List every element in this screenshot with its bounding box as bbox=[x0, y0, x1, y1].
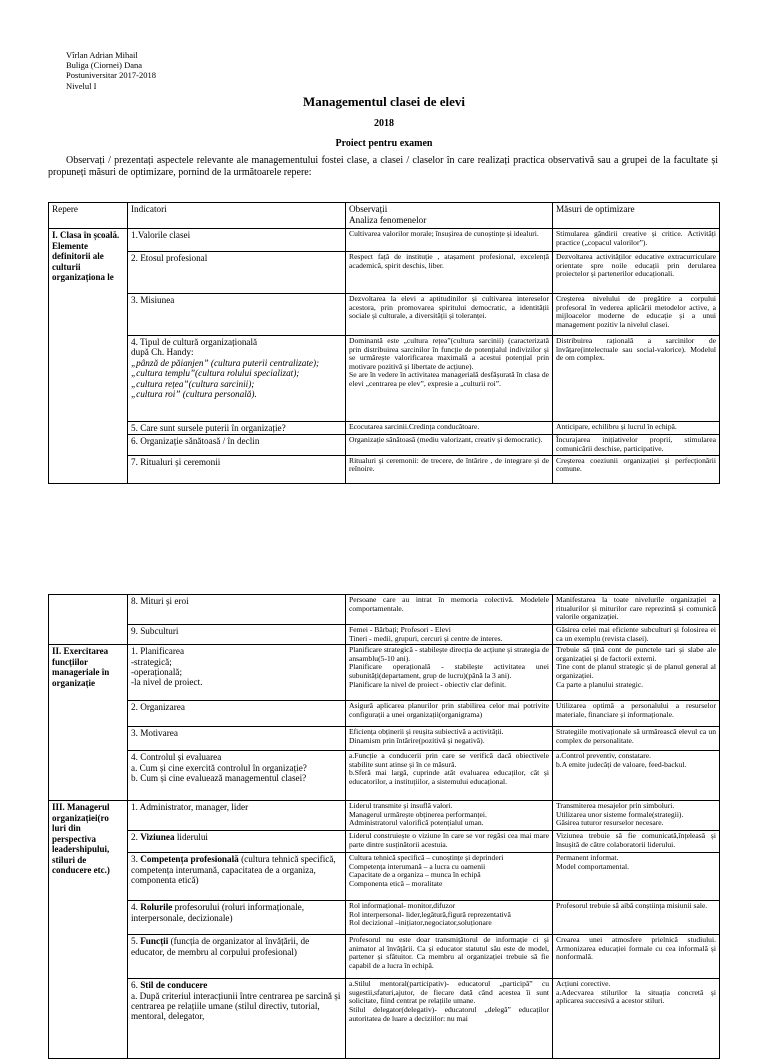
measure-line: a.Adecvarea stilurilor la situația concretă și aplicarea succesivă a acestor stiluri. bbox=[556, 987, 716, 1006]
indicator-line: -strategică; bbox=[131, 656, 172, 667]
measure-line: a.Control preventiv, constatare. bbox=[556, 751, 652, 761]
indicator-cell bbox=[128, 701, 346, 727]
indicator-line: 5. Funcții (funcția de organizator al învățării, de educator, de membru al corpului profesional) bbox=[131, 936, 310, 957]
indicator-line: 1. Administrator, manager, lider bbox=[131, 802, 249, 813]
observation-cell bbox=[346, 294, 553, 336]
measure-line: Creșterea nivelului de pregătire a corpului profesoral în vederea aplicării metodelor active, a mijloacelor moderne de educație și a unui management pozitiv la nivelul clasei. bbox=[556, 294, 716, 329]
observation-line: Femei - Bărbați; Profesori - Elevi bbox=[349, 625, 451, 634]
document-title: Managementul clasei de elevi bbox=[302, 94, 466, 109]
measure-cell bbox=[553, 979, 720, 1059]
indicator-line: 1. Planificarea bbox=[131, 646, 185, 657]
table-row bbox=[49, 935, 720, 979]
observation-line: a.Funcție a conducerii prin care se verifică dacă obiectivele stabilite sunt atinse și în ce măsură. bbox=[349, 751, 549, 769]
observation-line: Rol decizional –inițiator,negociator,soluționare bbox=[349, 918, 492, 928]
observation-line: Eficiența obținerii și reușita subiectivă a activității. bbox=[349, 727, 504, 737]
indicator-line: „cultura roi” (cultura personală). bbox=[131, 389, 257, 400]
measure-cell bbox=[553, 901, 720, 935]
indicator-keyword: Competența profesională bbox=[140, 854, 239, 865]
observation-line: Competența interumană – a lucra cu oamenii bbox=[349, 861, 486, 871]
measure-line: Transmiterea mesajelor prin simboluri. bbox=[556, 801, 675, 811]
measure-cell bbox=[553, 801, 720, 831]
table-row bbox=[49, 455, 720, 483]
indicator-line: 3. Motivarea bbox=[131, 728, 178, 739]
author-line: Postuniversitar 2017-2018 bbox=[66, 70, 156, 81]
indicator-cell bbox=[128, 229, 346, 252]
measure-line: Ca parte a planului strategic. bbox=[556, 679, 644, 689]
indicator-line: 9. Subculturi bbox=[131, 626, 179, 636]
indicator-cell bbox=[128, 252, 346, 294]
measure-cell bbox=[553, 935, 720, 979]
header-masuri: Măsuri de optimizare bbox=[553, 203, 720, 229]
measure-line: Trebuie să țină cont de punctele tari și slabe ale organizației și de factorii externi. bbox=[556, 645, 716, 663]
measure-line: Creșterea coeziunii organizației și perfecționării comune. bbox=[556, 455, 716, 474]
indicator-line: „cultura templu”(cultura rolului specializat); bbox=[131, 368, 300, 379]
section-1-label: I. Clasa în școală. Elemente definitorii ale culturii organizaționa le bbox=[49, 229, 128, 484]
measure-cell bbox=[553, 336, 720, 422]
table-row bbox=[49, 979, 720, 1059]
table-row bbox=[49, 625, 720, 645]
measure-line: Model comportamental. bbox=[556, 861, 629, 871]
measure-line: b.A emite judecăți de valoare, feed-backul. bbox=[556, 759, 687, 769]
observation-line: b.Sferă mai largă, cuprinde atât evaluarea educaților, cât și educatorilor, a instituțiilor, a sistemului educațional. bbox=[349, 768, 549, 786]
observation-line: Cultura tehnică specifică – cunoștințe și deprinderi bbox=[349, 853, 504, 863]
observation-cell bbox=[346, 801, 553, 831]
measure-line: Dezvoltarea activităților educative extracurriculare orientate spre noile educații prin derularea proiectelor și partenerilor educaționali. bbox=[556, 252, 716, 279]
observation-line: a.Stilul mentoral(participativ)- educatorul „participă” cu sugestii,sfaturi,ajutor, de fiecare dată când acestea îi sunt solicitate, fiind centrat pe relațiile umane. bbox=[349, 979, 549, 1006]
indicator-line: după Ch. Handy: bbox=[131, 347, 194, 358]
measure-line: Crearea unei atmosfere prielnică studiului. Armonizarea educației formale cu cea informală și nonformală. bbox=[556, 935, 716, 962]
table-row bbox=[49, 831, 720, 853]
observation-cell bbox=[346, 422, 553, 435]
observation-cell bbox=[346, 336, 553, 422]
measure-cell bbox=[553, 853, 720, 901]
measure-cell bbox=[553, 435, 720, 455]
indicator-keyword: Stil de conducere bbox=[140, 980, 208, 991]
observation-cell bbox=[346, 229, 553, 252]
observation-line: Administratorul valorifică potențialul uman. bbox=[349, 818, 484, 828]
indicator-line: a. Cum și cine exercită controlul în organizație? bbox=[131, 762, 307, 773]
observation-line: Capacitate de a organiza – munca în echipă bbox=[349, 870, 481, 880]
observation-cell bbox=[346, 901, 553, 935]
observation-line: Rol interpersonal- lider,legătură,figură reprezentativă bbox=[349, 909, 511, 919]
indicator-cell bbox=[128, 979, 346, 1059]
table-row bbox=[49, 645, 720, 701]
observation-line: Organizație sănătoasă (mediu valorizant, creativ și democratic). bbox=[349, 435, 543, 445]
indicator-cell bbox=[128, 727, 346, 751]
observation-line: Stilul delegator(delegativ)- educatorul „delegă” educaților autoritatea de luare a deciziilor: nu mai bbox=[349, 1004, 549, 1023]
indicator-line: 3. Competența profesională (cultura tehnică specifică, competența interumană, capacitatea de a organiza, componenta etică) bbox=[131, 854, 336, 885]
measure-cell bbox=[553, 831, 720, 853]
indicator-line: b. Cum și cine evaluează managementul clasei? bbox=[131, 773, 307, 783]
section-2-label: II. Exercitarea funcțiilor manageriale în organizație bbox=[49, 645, 128, 801]
indicator-cell bbox=[128, 935, 346, 979]
indicator-line: 4. Rolurile profesorului (roluri informaționale, interpersonale, decizionale) bbox=[131, 902, 304, 923]
measure-cell bbox=[553, 595, 720, 625]
indicator-cell bbox=[128, 751, 346, 801]
indicator-line: 7. Ritualuri și ceremonii bbox=[131, 456, 221, 467]
author-line: Vîrlan Adrian Mihail bbox=[66, 50, 138, 60]
indicator-line: 3. Misiunea bbox=[131, 295, 175, 305]
measure-cell bbox=[553, 294, 720, 336]
indicator-line: 2. Viziunea liderului bbox=[131, 832, 208, 843]
observation-line: Cultivarea valorilor morale; însușirea de cunoștințe și idealuri. bbox=[349, 229, 539, 238]
table-row bbox=[49, 595, 720, 625]
observation-cell bbox=[346, 701, 553, 727]
observation-cell bbox=[346, 435, 553, 455]
observation-cell bbox=[346, 645, 553, 701]
table-header-row bbox=[49, 203, 720, 229]
indicator-cell bbox=[128, 801, 346, 831]
observation-line: Planificare operațională - stabilește activitatea unei subunități(departament, grup de lucru)(până la 3 ani). bbox=[349, 662, 549, 680]
observation-line: Componenta etică – moralitate bbox=[349, 878, 443, 888]
author-line: Buliga (Ciornei) Dana bbox=[66, 60, 143, 71]
table-row bbox=[49, 422, 720, 435]
indicator-line: 1.Valorile clasei bbox=[131, 230, 191, 240]
observation-line: Persoane care au intrat în memoria colectivă. Modelele comportamentale. bbox=[349, 595, 549, 613]
measure-line: Încurajarea inițiativelor proprii, stimularea comunicării deschise, participative. bbox=[556, 435, 716, 453]
measure-line: Găsirea celei mai eficiente subculturi și folosirea ei ca un exemplu (revista clasei). bbox=[556, 625, 716, 643]
indicator-line: 5. Care sunt sursele puterii în organizație? bbox=[131, 423, 286, 433]
indicator-cell bbox=[128, 455, 346, 483]
indicator-line: 4. Controlul și evaluarea bbox=[131, 752, 222, 763]
observation-line: Rol informațional- monitor,difuzor bbox=[349, 901, 456, 911]
measure-line: Permanent informat. bbox=[556, 853, 619, 863]
management-table-part-2 bbox=[48, 594, 720, 1059]
indicator-keyword: Viziunea bbox=[140, 832, 175, 843]
author-line: Nivelul I bbox=[66, 80, 97, 91]
observation-line: Liderul construiește o viziune în care se vor regăsi cea mai mare parte dintre susținătorii acestuia. bbox=[349, 831, 549, 849]
intro-paragraph: Observați / prezentați aspectele relevante ale managementului fostei clase, a clasei / claselor în care realizați practica observativă sau a grupei de la facultate și propuneți măsuri de optimizare, pornind de la următoarele repere: bbox=[48, 155, 718, 178]
indicator-cell bbox=[128, 645, 346, 701]
observation-cell bbox=[346, 751, 553, 801]
measure-line: Anticipare, echilibru și lucrul în echipă. bbox=[556, 422, 677, 431]
indicator-cell bbox=[128, 336, 346, 422]
observation-line: Se are în vedere în activitatea managerială desfășurată în clasa de elevi „centrarea pe elev”, expresie a „culturii roi”. bbox=[349, 370, 549, 388]
indicator-cell bbox=[128, 422, 346, 435]
measure-cell bbox=[553, 229, 720, 252]
indicator-keyword: Rolurile bbox=[140, 902, 173, 913]
measure-cell bbox=[553, 252, 720, 294]
observation-line: Planificare la nivel de proiect - obiectiv clar definit. bbox=[349, 679, 507, 689]
section-empty-cell bbox=[49, 595, 128, 645]
indicator-line: 2. Organizarea bbox=[131, 702, 185, 713]
indicator-cell bbox=[128, 595, 346, 625]
observation-line: Profesorul nu este doar transmițătorul de informație ci și animator al învățării. Ca și educator statutul său este de model, partener și sfătuitor. Ca membru al organizației trebuie să fie capabil de a lucra în echipă. bbox=[349, 935, 549, 970]
observation-cell bbox=[346, 979, 553, 1059]
observation-cell bbox=[346, 595, 553, 625]
observation-cell bbox=[346, 853, 553, 901]
observation-cell bbox=[346, 831, 553, 853]
measure-cell bbox=[553, 727, 720, 751]
indicator-line: -la nivel de proiect. bbox=[131, 677, 203, 688]
header-observatii-label: Observații bbox=[349, 204, 388, 214]
observation-line: Ecocutarea sarcinii.Credința conducătoare. bbox=[349, 422, 480, 431]
header-indicatori: Indicatori bbox=[128, 203, 346, 229]
observation-cell bbox=[346, 935, 553, 979]
observation-line: Asigură aplicarea planurilor prin stabilirea celor mai potrivite configurații a unei organizații(organigrama) bbox=[349, 701, 549, 719]
observation-line: Tineri - medii, grupuri, cercuri și centre de interes. bbox=[349, 633, 503, 643]
indicator-line: „pânză de păianjen” (cultura puterii centralizate); bbox=[131, 357, 320, 368]
measure-line: Utilizarea unor sisteme formale(strategii). bbox=[556, 809, 684, 819]
indicator-cell bbox=[128, 435, 346, 455]
measure-line: Profesorul trebuie să aibă conștiința misiunii sale. bbox=[556, 901, 708, 911]
observation-line: Planificare strategică - stabilește direcția de acțiune și strategia de ansamblu(5-10 ani). bbox=[349, 645, 549, 663]
indicator-line: 8. Mituri și eroi bbox=[131, 596, 189, 606]
author-block bbox=[66, 50, 156, 91]
indicator-cell bbox=[128, 853, 346, 901]
observation-line: Dominantă este „cultura rețea”(cultura sarcinii) (caracterizată prin distribuirea sarcinilor în funcție de potențialul indivizilor și se urmărește valorificarea maximală a acestui potențial prin motivare pozitivă și libertate de acțiune). bbox=[349, 336, 549, 371]
management-table-part-1 bbox=[48, 202, 720, 484]
table-row bbox=[49, 294, 720, 336]
observation-cell bbox=[346, 455, 553, 483]
document-year: 2018 bbox=[374, 118, 394, 129]
indicator-line: -operațională; bbox=[131, 667, 183, 677]
indicator-cell bbox=[128, 831, 346, 853]
indicator-cell bbox=[128, 901, 346, 935]
measure-line: Tine cont de planul strategic și de planul general al organizației. bbox=[556, 662, 716, 680]
observation-line: Liderul transmite și insuflă valori. bbox=[349, 801, 453, 811]
indicator-keyword: Funcții bbox=[140, 936, 169, 947]
indicator-line: a. După criteriul interacțiunii între centrarea pe sarcină și centrarea pe relațiile umane (stilul directiv, tutorial, mentoral, delegator, bbox=[131, 990, 341, 1022]
header-analiza-label: Analiza fenomenelor bbox=[349, 214, 427, 225]
section-3-label: III. Managerul organizației(ro luri din perspectiva leadershipului, stiluri de conducere etc.) bbox=[49, 801, 128, 1059]
measure-cell bbox=[553, 422, 720, 435]
observation-line: Dinamism prin întărire(pozitivă și negativă). bbox=[349, 735, 485, 745]
measure-line: Utilizarea optimă a personalului a resurselor materiale, financiare și informaționale. bbox=[556, 701, 716, 719]
measure-cell bbox=[553, 455, 720, 483]
table-row bbox=[49, 801, 720, 831]
table-row bbox=[49, 435, 720, 455]
measure-line: Distribuirea rațională a sarcinilor de învățare(intelectuale sau social-valorice). Modelul de om complex. bbox=[556, 336, 716, 363]
observation-cell bbox=[346, 625, 553, 645]
measure-line: Strategiile motivaționale să urmărească elevul ca un complex de personalitate. bbox=[556, 727, 716, 745]
table-row bbox=[49, 229, 720, 252]
header-observatii bbox=[346, 203, 553, 229]
table-row bbox=[49, 727, 720, 751]
observation-line: Managerul urmărește obținerea performanței. bbox=[349, 809, 487, 819]
table-row bbox=[49, 252, 720, 294]
table-row bbox=[49, 751, 720, 801]
indicator-line: 2. Etosul profesional bbox=[131, 253, 208, 263]
measure-line: Găsirea tuturor resurselor necesare. bbox=[556, 818, 664, 828]
observation-cell bbox=[346, 727, 553, 751]
measure-line: Stimularea gândirii creative și critice. Activități practice („copacul valorilor”). bbox=[556, 229, 716, 247]
indicator-line: 6. Organizație sănătoasă / în declin bbox=[131, 436, 260, 447]
indicator-cell bbox=[128, 294, 346, 336]
table-row bbox=[49, 701, 720, 727]
table-row bbox=[49, 853, 720, 901]
observation-line: Ritualuri și ceremonii: de trecere, de întărire , de integrare și de reînoire. bbox=[349, 455, 549, 474]
indicator-cell bbox=[128, 625, 346, 645]
table-row bbox=[49, 901, 720, 935]
table-row bbox=[49, 336, 720, 422]
observation-cell bbox=[346, 252, 553, 294]
document-subtitle: Proiect pentru examen bbox=[335, 138, 433, 149]
measure-line: Manifestarea la toate nivelurile organizației a ritualurilor și miturilor care reprezintă și comunică valorile organizației. bbox=[556, 595, 716, 622]
measure-cell bbox=[553, 701, 720, 727]
measure-line: Acțiuni corective. bbox=[556, 979, 611, 989]
indicator-line: „cultura rețea”(cultura sarcinii); bbox=[131, 378, 255, 389]
indicator-line: 4. Tipul de cultură organizațională bbox=[131, 337, 258, 347]
observation-line: Respect față de instituție , atașament profesional, excelență academică, spirit deschis, liber. bbox=[349, 252, 549, 270]
header-repere: Repere bbox=[49, 203, 128, 229]
observation-line: Dezvoltarea la elevi a aptitudinilor și cultivarea intereselor acestora, prin promovarea spiritului democratic, a identității sociale și culturale, a diversității și toleranței. bbox=[349, 294, 549, 321]
measure-cell bbox=[553, 751, 720, 801]
indicator-line: 6. Stil de conducere bbox=[131, 980, 208, 991]
measure-cell bbox=[553, 645, 720, 701]
measure-line: Viziunea trebuie să fie comunicată,înțeleasă și însușită de către colaboratorii liderului. bbox=[556, 831, 716, 849]
measure-cell bbox=[553, 625, 720, 645]
